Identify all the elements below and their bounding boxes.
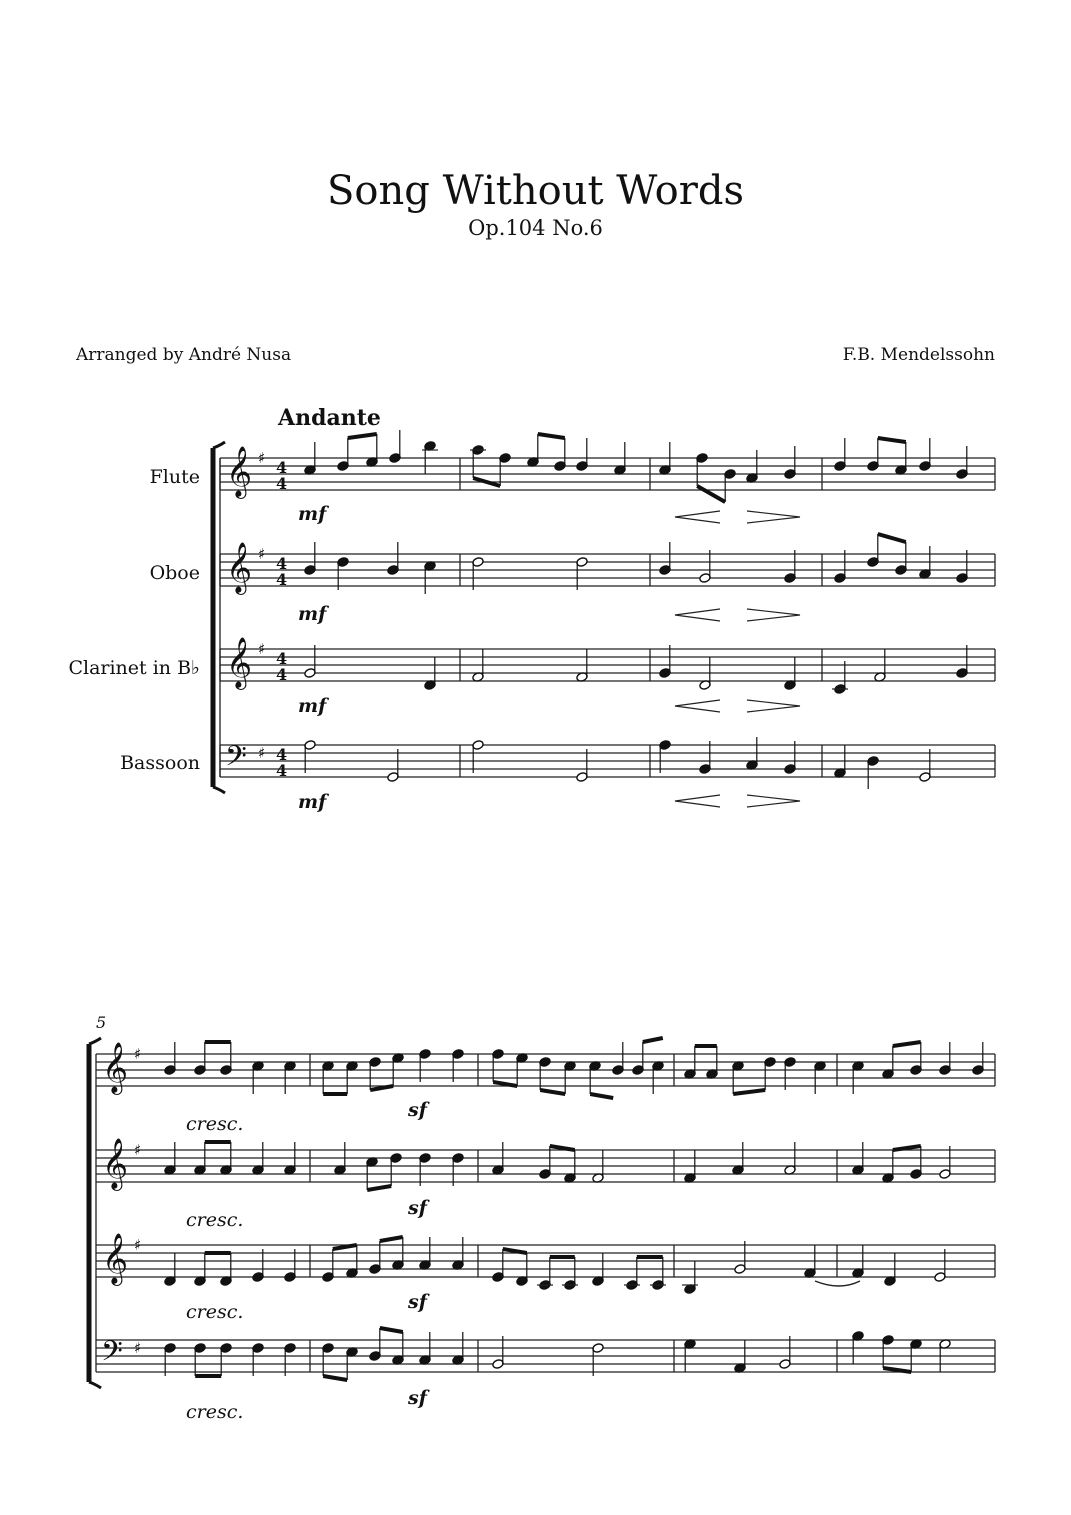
decrescendo-hairpin [747,795,800,807]
decrescendo-hairpin [747,511,800,523]
beam [538,434,565,438]
instrument-label-clarinet: Clarinet in B♭ [68,657,200,679]
system-bracket-top [213,442,225,448]
tie-slur [815,1281,860,1286]
cresc-marking: cresc. [186,1401,244,1423]
crescendo-hairpin [675,609,720,621]
composer-credit: F.B. Mendelssohn [842,345,995,365]
score-subtitle: Op.104 No.6 [468,216,603,240]
treble-clef-icon: 𝄞 [226,446,253,497]
cresc-marking: cresc. [186,1113,244,1135]
treble-clef-icon: 𝄞 [102,1233,129,1284]
sharp-icon: ♯ [134,1339,142,1357]
system-bracket-top [89,1038,101,1044]
time-signature-bottom: 4 [276,570,288,589]
beam [733,1090,765,1094]
cresc-marking: cresc. [186,1209,244,1231]
time-signature-bottom: 4 [276,665,288,684]
tempo-marking: Andante [278,405,381,431]
beam [590,1094,613,1098]
sharp-icon: ♯ [258,449,266,467]
treble-clef-icon: 𝄞 [226,637,253,688]
beam [348,434,377,438]
time-signature-top: 4 [276,458,288,477]
bass-clef-icon: 𝄢 [101,1335,123,1375]
dynamic-mf: mf [298,503,327,525]
beam [323,1376,347,1380]
beam [380,1328,403,1332]
bass-clef-icon: 𝄢 [225,740,247,780]
time-signature-top: 4 [276,554,288,573]
dynamic-sf: sf [408,1387,427,1409]
dynamic-mf: mf [298,791,327,813]
crescendo-hairpin [675,795,720,807]
time-signature-top: 4 [276,745,288,764]
beam [697,486,725,502]
system-bracket-bottom [89,1382,101,1388]
score-title: Song Without Words [327,168,744,214]
sharp-icon: ♯ [258,744,266,762]
crescendo-hairpin [675,700,720,712]
dynamic-sf: sf [408,1291,427,1313]
dynamic-mf: mf [298,695,327,717]
dynamic-sf: sf [408,1099,427,1121]
treble-clef-icon: 𝄞 [102,1042,129,1093]
system-bracket-bottom [213,787,225,793]
beam [878,438,906,442]
decrescendo-hairpin [747,609,800,621]
sharp-icon: ♯ [134,1141,142,1159]
time-signature-bottom: 4 [276,761,288,780]
time-signature-bottom: 4 [276,474,288,493]
sharp-icon: ♯ [134,1045,142,1063]
time-signature-top: 4 [276,649,288,668]
sharp-icon: ♯ [258,545,266,563]
instrument-label-flute: Flute [149,466,200,488]
measure-number: 5 [96,1013,107,1032]
treble-clef-icon: 𝄞 [102,1138,129,1189]
beam [878,534,906,542]
beam [380,1237,403,1241]
instrument-label-oboe: Oboe [149,562,200,584]
beam [367,1186,391,1190]
beam [643,1038,663,1042]
arranger-credit: Arranged by André Nusa [76,345,292,365]
sharp-icon: ♯ [134,1236,142,1254]
instrument-label-bassoon: Bassoon [120,752,200,774]
beam [540,1090,565,1094]
beam [893,1042,921,1046]
cresc-marking: cresc. [186,1301,244,1323]
crescendo-hairpin [675,511,720,523]
sharp-icon: ♯ [258,640,266,658]
dynamic-sf: sf [408,1197,427,1219]
treble-clef-icon: 𝄞 [226,542,253,593]
dynamic-mf: mf [298,603,327,625]
decrescendo-hairpin [747,700,800,712]
